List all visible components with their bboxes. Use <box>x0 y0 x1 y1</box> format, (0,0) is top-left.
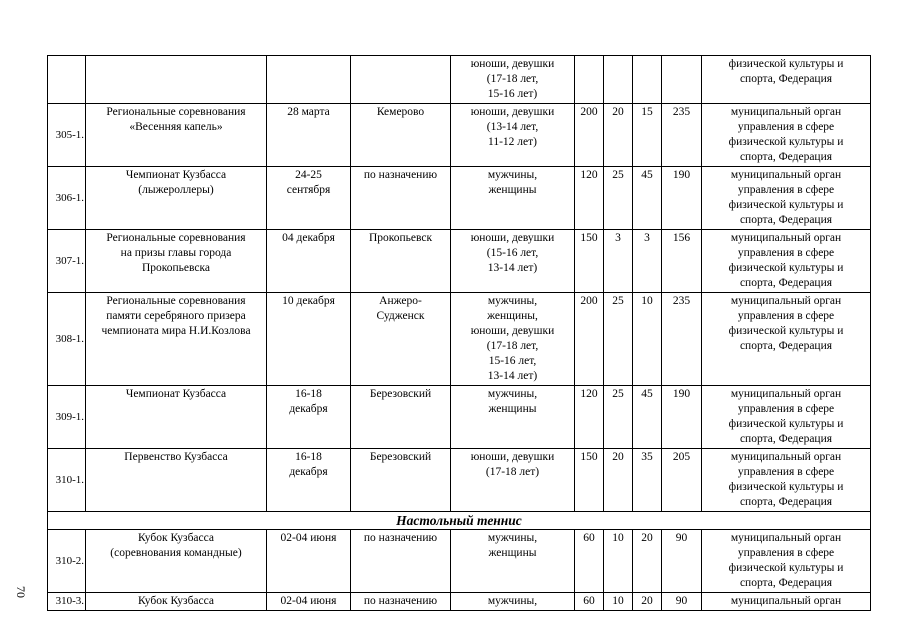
table-row <box>48 386 871 449</box>
cell-name: Региональные соревнования памяти серебряного призера чемпионата мира Н.И.Козлова <box>86 293 267 386</box>
cell-c1: 120 <box>575 167 604 230</box>
table-row <box>48 293 871 386</box>
cell-total: 190 <box>662 386 702 449</box>
cell-num: 309-1. <box>48 386 86 449</box>
cell-num: 308-1. <box>48 293 86 386</box>
cell-place: Кемерово <box>351 104 451 167</box>
cell-place: по назначению <box>351 167 451 230</box>
cell-num: 310-1. <box>48 449 86 512</box>
cell-name: Кубок Кузбасса <box>86 593 267 611</box>
cell-total: 190 <box>662 167 702 230</box>
cell-c3: 45 <box>633 167 662 230</box>
cell-name: Первенство Кузбасса <box>86 449 267 512</box>
cell-c2: 20 <box>604 449 633 512</box>
cell-participants: мужчины, женщины, юноши, девушки (17-18 лет, 15-16 лет, 13-14 лет) <box>451 293 575 386</box>
cell-name: Региональные соревнования на призы главы города Прокопьевска <box>86 230 267 293</box>
cell-organizer: муниципальный орган управления в сфере физической культуры и спорта, Федерация <box>702 449 871 512</box>
page-number: 70 <box>14 586 28 598</box>
events-table <box>47 55 871 611</box>
cell-c3: 3 <box>633 230 662 293</box>
cell-date: 04 декабря <box>267 230 351 293</box>
cell-num: 307-1. <box>48 230 86 293</box>
cell-place: по назначению <box>351 593 451 611</box>
cell-place: по назначению <box>351 530 451 593</box>
cell-c3: 10 <box>633 293 662 386</box>
cell-participants: юноши, девушки (17-18 лет) <box>451 449 575 512</box>
cell-c1: 60 <box>575 530 604 593</box>
cell-organizer: муниципальный орган управления в сфере физической культуры и спорта, Федерация <box>702 530 871 593</box>
table-row <box>48 530 871 593</box>
section-title: Настольный теннис <box>48 512 871 530</box>
cell-c2: 3 <box>604 230 633 293</box>
table-row <box>48 593 871 611</box>
cell-date: 02-04 июня <box>267 593 351 611</box>
cell-num: 310-3. <box>48 593 86 611</box>
cell-name: Кубок Кузбасса (соревнования командные) <box>86 530 267 593</box>
cell-c3: 20 <box>633 593 662 611</box>
cell-place: Березовский <box>351 449 451 512</box>
cell-organizer: муниципальный орган управления в сфере физической культуры и спорта, Федерация <box>702 230 871 293</box>
table-row <box>48 104 871 167</box>
cell-organizer: муниципальный орган управления в сфере физической культуры и спорта, Федерация <box>702 293 871 386</box>
cell-total: 205 <box>662 449 702 512</box>
cell-c2: 10 <box>604 530 633 593</box>
cell-total: 235 <box>662 104 702 167</box>
cell-c1: 60 <box>575 593 604 611</box>
cell-total: 90 <box>662 593 702 611</box>
cell-c2: 25 <box>604 386 633 449</box>
cell-num: 310-2. <box>48 530 86 593</box>
cell-total: 90 <box>662 530 702 593</box>
cell-organizer: муниципальный орган управления в сфере физической культуры и спорта, Федерация <box>702 104 871 167</box>
section-row <box>48 512 871 530</box>
cell-date: 10 декабря <box>267 293 351 386</box>
cell-num <box>48 56 86 104</box>
cell-name: Чемпионат Кузбасса <box>86 386 267 449</box>
cell-place: Анжеро- Судженск <box>351 293 451 386</box>
cell-c2: 10 <box>604 593 633 611</box>
cell-c3: 35 <box>633 449 662 512</box>
cell-total: 156 <box>662 230 702 293</box>
cell-c3: 20 <box>633 530 662 593</box>
cell-c1: 200 <box>575 104 604 167</box>
cell-date: 02-04 июня <box>267 530 351 593</box>
cell-c2: 25 <box>604 293 633 386</box>
cell-num: 306-1. <box>48 167 86 230</box>
cell-c1: 120 <box>575 386 604 449</box>
cell-total: 235 <box>662 293 702 386</box>
cell-name: Региональные соревнования «Весенняя капель» <box>86 104 267 167</box>
cell-c1: 200 <box>575 293 604 386</box>
cell-place: Прокопьевск <box>351 230 451 293</box>
table-row <box>48 167 871 230</box>
cell-c1: 150 <box>575 449 604 512</box>
cell-c1: 150 <box>575 230 604 293</box>
cell-c2: 20 <box>604 104 633 167</box>
cell-c3: 45 <box>633 386 662 449</box>
cell-num: 305-1. <box>48 104 86 167</box>
cell-name <box>86 56 267 104</box>
cell-participants: мужчины, женщины <box>451 530 575 593</box>
cell-date: 24-25 сентября <box>267 167 351 230</box>
cell-organizer: муниципальный орган управления в сфере физической культуры и спорта, Федерация <box>702 386 871 449</box>
cell-place: Березовский <box>351 386 451 449</box>
table-row <box>48 449 871 512</box>
cell-c2: 25 <box>604 167 633 230</box>
cell-participants: мужчины, женщины <box>451 386 575 449</box>
cell-participants: мужчины, женщины <box>451 167 575 230</box>
cell-c3: 15 <box>633 104 662 167</box>
cell-date: 16-18 декабря <box>267 449 351 512</box>
table-row <box>48 56 871 104</box>
table-row <box>48 230 871 293</box>
cell-organizer: муниципальный орган управления в сфере физической культуры и спорта, Федерация <box>702 167 871 230</box>
cell-date <box>267 56 351 104</box>
cell-organizer: муниципальный орган <box>702 593 871 611</box>
cell-name: Чемпионат Кузбасса (лыжероллеры) <box>86 167 267 230</box>
cell-participants: юноши, девушки (15-16 лет, 13-14 лет) <box>451 230 575 293</box>
cell-date: 28 марта <box>267 104 351 167</box>
cell-participants: юноши, девушки (13-14 лет, 11-12 лет) <box>451 104 575 167</box>
cell-organizer: физической культуры и спорта, Федерация <box>702 56 871 104</box>
cell-participants: мужчины, <box>451 593 575 611</box>
cell-date: 16-18 декабря <box>267 386 351 449</box>
cell-participants: юноши, девушки (17-18 лет, 15-16 лет) <box>451 56 575 104</box>
cell-place <box>351 56 451 104</box>
